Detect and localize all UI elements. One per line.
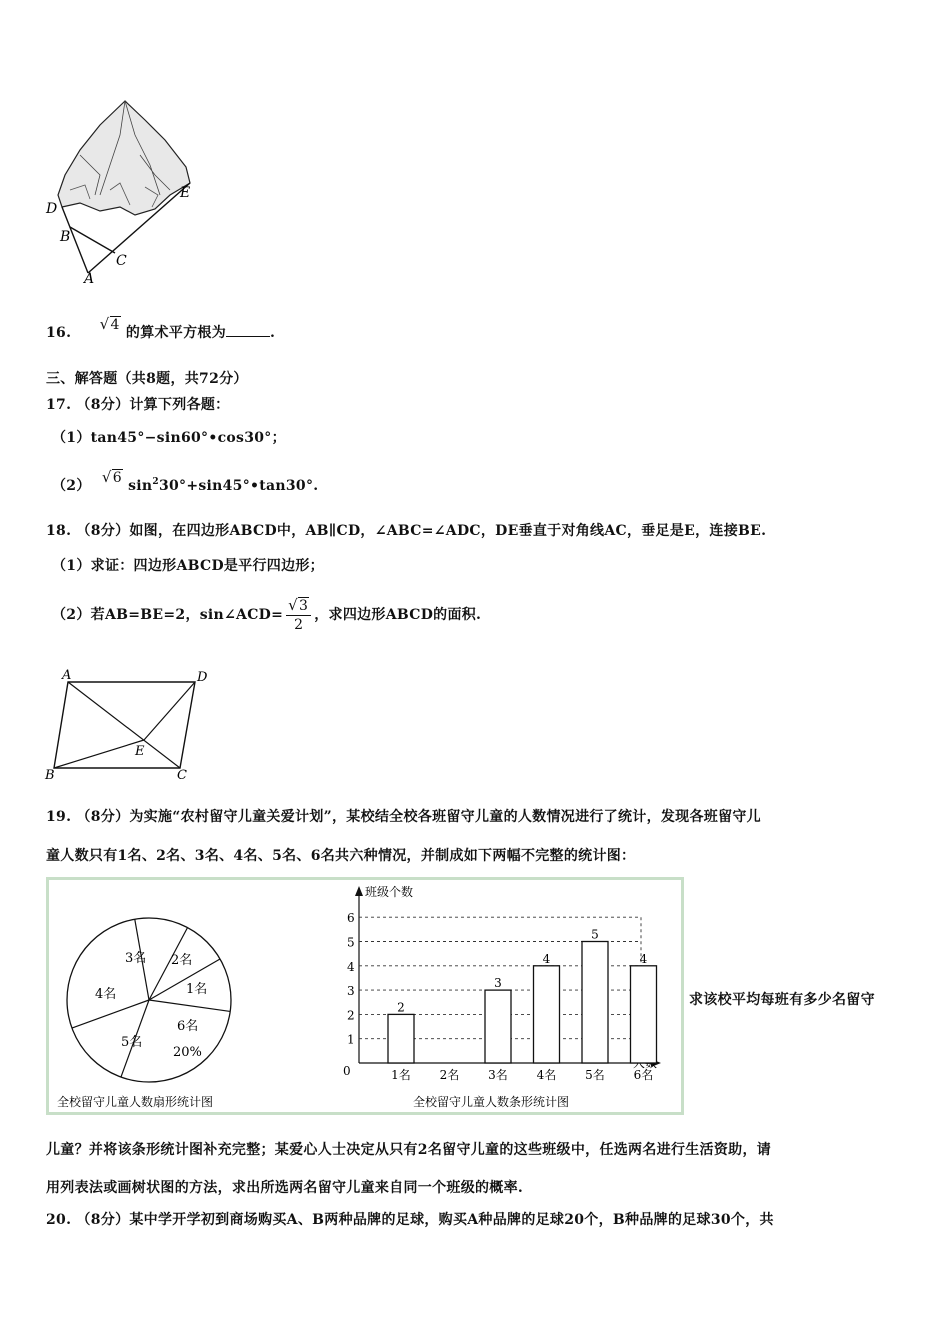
q19-line1: 19. （8分）为实施“农村留守儿童关爱计划”，某校结全校各班留守儿童的人数情况进行了统计，发现各班留守儿	[46, 809, 761, 825]
q18-part2-prefix: （2）若AB=BE=2，sin∠ACD=	[52, 607, 284, 623]
q19-line4: 用列表法或画树状图的方法，求出所选两名留守儿童来自同一个班级的概率.	[46, 1180, 524, 1196]
bar-4	[534, 966, 560, 1063]
q17-part2-prefix: （2）	[52, 478, 91, 494]
bar-value-label: 5	[591, 927, 599, 942]
pie-label-3: 3名	[125, 951, 147, 966]
q17-sin: sin	[128, 478, 153, 494]
bar-6	[631, 966, 657, 1063]
bar-value-label: 4	[542, 951, 551, 966]
x-tick-label: 1名	[391, 1068, 411, 1082]
diagonal-ac	[68, 682, 180, 768]
bar-3	[485, 990, 511, 1063]
q17-sup: 2	[152, 477, 159, 487]
pie-label-4: 4名	[95, 987, 117, 1002]
q17-radicand: 6	[112, 470, 122, 486]
q18-frac-num: 3	[299, 598, 309, 614]
q18-part2	[52, 593, 481, 637]
y-tick-label: 6	[347, 911, 355, 926]
q20-line1: 20. （8分）某中学开学初到商场购买A、B两种品牌的足球，购买A种品牌的足球20个，B种品牌的足球30个，共	[46, 1212, 774, 1228]
y-tick-label: 0	[343, 1064, 351, 1078]
q17-part2	[52, 468, 319, 496]
bar-value-label: 4	[639, 951, 648, 966]
bar-value-label: 3	[494, 976, 502, 991]
label-a: A	[84, 271, 95, 285]
y-tick-label: 4	[347, 959, 355, 974]
parallelogram-figure	[40, 665, 220, 785]
q16-sqrt: √4	[99, 315, 120, 333]
y-tick-label: 5	[347, 935, 355, 950]
y-tick-label: 2	[347, 1008, 355, 1023]
bar-value-label: 2	[397, 1000, 405, 1015]
pie-title: 全校留守儿童人数扇形统计图	[57, 1095, 214, 1109]
q16-radicand: 4	[110, 317, 120, 333]
pg-label-e: E	[135, 744, 145, 759]
q19-line3: 儿童？并将该条形统计图补充完整；某爱心人士决定从只有2名留守儿童的这些班级中，任选两名进行生活资助，请	[46, 1142, 772, 1158]
pie-divider-4	[149, 1000, 230, 1011]
line-b-c	[70, 227, 115, 253]
label-d: D	[46, 201, 58, 217]
bar-5	[582, 942, 608, 1064]
label-c: C	[116, 253, 127, 269]
bar-chart	[319, 880, 681, 1112]
q18-part1: （1）求证：四边形ABCD是平行四边形；	[52, 558, 324, 574]
mountain-shape	[58, 101, 190, 215]
q18-frac-den: 2	[294, 617, 304, 633]
x-tick-label: 2名	[439, 1068, 460, 1082]
x-tick-label: 3名	[488, 1068, 508, 1082]
x-tick-label: 5名	[585, 1068, 605, 1082]
q19-side-text: 求该校平均每班有多少名留守	[689, 992, 875, 1008]
statistics-figure	[46, 877, 684, 1115]
segment-be	[54, 740, 144, 768]
pg-label-c: C	[177, 768, 187, 783]
y-axis-label: 班级个数	[365, 885, 414, 899]
q18-head: 18. （8分）如图，在四边形ABCD中，AB∥CD，∠ABC=∠ADC，DE垂直于对角线AC，垂足是E，连接BE.	[46, 523, 767, 539]
bar-title: 全校留守儿童人数条形统计图	[412, 1095, 570, 1109]
q19-line2: 童人数只有1名、2名、3名、4名、5名、6名共六种情况，并制成如下两幅不完整的统计图：	[46, 848, 636, 864]
q16-answer-blank	[226, 324, 270, 337]
pie-label-6: 6名	[177, 1019, 199, 1034]
y-tick-label: 3	[347, 984, 355, 999]
pg-label-a: A	[62, 668, 72, 683]
question-16	[46, 315, 276, 343]
q17-part1: （1）tan45°−sin60°•cos30°；	[52, 430, 286, 446]
pg-label-d: D	[197, 670, 208, 685]
pg-label-b: B	[45, 768, 55, 783]
pie-label-2: 2名	[171, 953, 193, 968]
q18-fraction: $\frac{√3}{2}$	[286, 596, 311, 634]
y-axis-arrow	[355, 886, 363, 896]
q18-part2-suffix: ，求四边形ABCD的面积.	[314, 607, 482, 623]
y-tick-label: 1	[347, 1032, 355, 1047]
mountain-figure	[40, 95, 210, 285]
pie-label-1: 1名	[186, 982, 208, 997]
q16-text: 的算术平方根为	[125, 325, 227, 341]
pie-divider-6	[72, 1000, 149, 1028]
q16-end: .	[270, 325, 276, 341]
pie-chart	[49, 880, 309, 1112]
q17-rest: 30°+sin45°•tan30°.	[158, 478, 319, 494]
q16-number: 16.	[46, 325, 72, 341]
segment-de	[144, 682, 195, 740]
label-e: E	[180, 185, 191, 201]
q17-sqrt: √6	[101, 468, 122, 486]
pie-percent-6: 20%	[173, 1045, 202, 1060]
label-b: B	[60, 229, 71, 245]
x-tick-label: 6名	[633, 1068, 654, 1082]
section-3-title: 三、解答题（共8题，共72分）	[46, 371, 248, 387]
bar-1	[388, 1014, 414, 1063]
x-tick-label: 4名	[536, 1068, 557, 1082]
pie-label-5: 5名	[121, 1035, 143, 1050]
q17-head: 17. （8分）计算下列各题：	[46, 397, 230, 413]
